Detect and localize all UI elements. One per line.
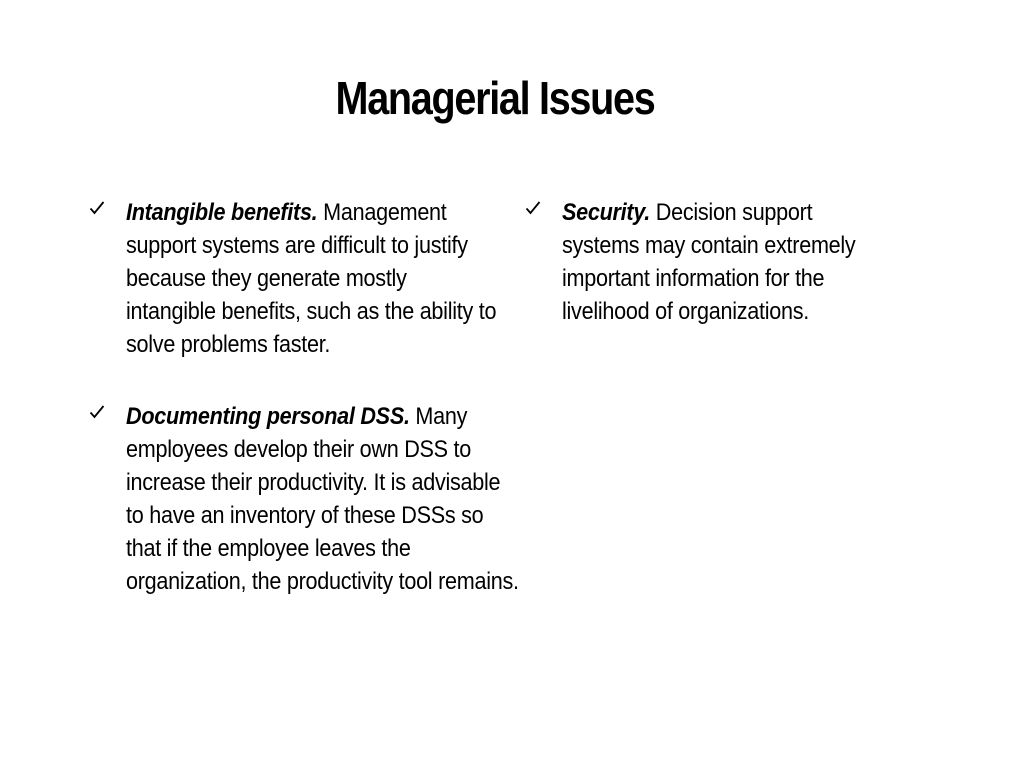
bullet-body: Decision support systems may contain extremely important information for the livelihood of organizations. <box>562 199 856 325</box>
bullet-security <box>525 196 925 328</box>
bullet-lead: Intangible benefits. <box>126 199 318 226</box>
page-title: Managerial Issues <box>335 72 655 124</box>
checkmark-icon <box>525 196 547 229</box>
bullet-text <box>126 196 498 361</box>
checkmark-icon <box>89 400 111 433</box>
bullet-intangible-benefits <box>89 196 539 361</box>
checkmark-icon <box>89 196 111 229</box>
bullet-documenting-personal-dss <box>89 400 564 598</box>
bullet-text <box>126 400 520 598</box>
bullet-lead: Documenting personal DSS. <box>126 403 410 430</box>
bullet-body: Management support systems are difficult to justify because they generate mostly intangible benefits, such as the ability to solve problems faster. <box>126 199 497 358</box>
bullet-body: Many employees develop their own DSS to increase their productivity. It is advisable to have an inventory of these DSSs so that if the employee leaves the organization, the productivity tool remains. <box>126 403 519 595</box>
bullet-lead: Security. <box>562 199 651 226</box>
bullet-text <box>562 196 889 328</box>
